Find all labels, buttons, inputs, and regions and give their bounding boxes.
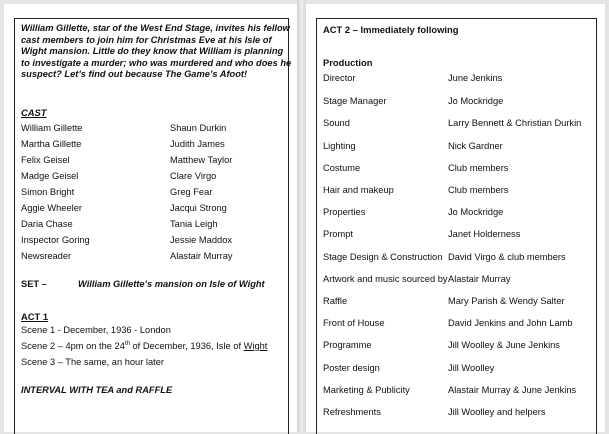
credit-role: Costume (323, 163, 361, 173)
scene-2-sup: th (124, 340, 130, 347)
right-page-border (316, 18, 597, 434)
credit-name: June Jenkins (448, 73, 503, 83)
cast-actor: Jacqui Strong (170, 203, 227, 213)
credit-name: Jo Mockridge (448, 207, 504, 217)
cast-actor: Matthew Taylor (170, 155, 233, 165)
credit-role: Marketing & Publicity (323, 385, 410, 395)
cast-heading: CAST (21, 107, 47, 118)
credit-role: Sound (323, 118, 350, 128)
credit-name: Alastair Murray (448, 274, 511, 284)
intro-paragraph: William Gillette, star of the West End Stage, invites his fellow cast members to join him for Christmas Eve at his Isle of Wight mansion. Little do they know that William is planning to investigate a murder; who was murdered and who does he suspect? Let’s find out because The Game’s Afoot! (21, 23, 292, 80)
cast-actor: Greg Fear (170, 187, 213, 197)
credit-name: Jill Woolley (448, 363, 495, 373)
cast-role: Felix Geisel (21, 155, 70, 165)
production-heading: Production (323, 57, 373, 68)
credit-role: Poster design (323, 363, 380, 373)
right-page (306, 4, 605, 432)
credit-name: Jo Mockridge (448, 96, 504, 106)
credit-name: Larry Bennett & Christian Durkin (448, 118, 582, 128)
credit-role: Stage Design & Construction (323, 252, 443, 262)
cast-role: Daria Chase (21, 219, 73, 229)
page-fold (297, 0, 306, 432)
credit-role: Raffle (323, 296, 348, 306)
credit-name: David Virgo & club members (448, 252, 566, 262)
cast-actor: Shaun Durkin (170, 123, 227, 133)
credit-name: David Jenkins and John Lamb (448, 318, 573, 328)
cast-role: Newsreader (21, 251, 72, 261)
cast-actor: Tania Leigh (170, 219, 218, 229)
left-page-border (14, 18, 292, 434)
credit-role: Director (323, 73, 356, 83)
credit-name: Janet Holderness (448, 229, 521, 239)
cast-role: Inspector Goring (21, 235, 90, 245)
cast-role: Aggie Wheeler (21, 203, 82, 213)
credit-role: Front of House (323, 318, 385, 328)
credit-name: Mary Parish & Wendy Salter (448, 296, 565, 306)
scene-1: Scene 1 - December, 1936 - London (21, 325, 171, 335)
credit-role: Lighting (323, 141, 356, 151)
credit-name: Jill Woolley & June Jenkins (448, 340, 560, 350)
credit-role: Stage Manager (323, 96, 387, 106)
scene-2-mid: of December, 1936, Isle of (129, 341, 244, 351)
credit-name: Club members (448, 185, 509, 195)
credit-role: Refreshments (323, 407, 381, 417)
credit-role: Artwork and music sourced by (323, 274, 448, 284)
credit-name: Club members (448, 163, 509, 173)
left-page (4, 4, 297, 432)
cast-role: Simon Bright (21, 187, 75, 197)
scene-2-prefix: Scene 2 – 4pm on the 24 (21, 341, 125, 351)
cast-role: Madge Geisel (21, 171, 79, 181)
scene-2-underlined: Wight (243, 341, 268, 351)
set-label: SET – (21, 279, 47, 289)
act1-heading: ACT 1 (21, 311, 49, 322)
cast-actor: Judith James (170, 139, 225, 149)
cast-role: Martha Gillette (21, 139, 82, 149)
credit-name: Alastair Murray & June Jenkins (448, 385, 577, 395)
scene-3: Scene 3 – The same, an hour later (21, 357, 164, 367)
cast-actor: Alastair Murray (170, 251, 233, 261)
credit-role: Hair and makeup (323, 185, 394, 195)
set-value: William Gillette’s mansion on Isle of Wight (78, 279, 265, 289)
scene-2 (21, 341, 267, 351)
credit-name: Jill Woolley and helpers (448, 407, 546, 417)
cast-actor: Clare Virgo (170, 171, 217, 181)
cast-actor: Jessie Maddox (170, 235, 233, 245)
interval-note: INTERVAL WITH TEA and RAFFLE (21, 385, 173, 395)
credit-role: Prompt (323, 229, 353, 239)
credit-role: Programme (323, 340, 372, 350)
credit-name: Nick Gardner (448, 141, 503, 151)
act2-heading: ACT 2 – Immediately following (323, 24, 459, 35)
credit-role: Properties (323, 207, 366, 217)
cast-role: William Gillette (21, 123, 83, 133)
